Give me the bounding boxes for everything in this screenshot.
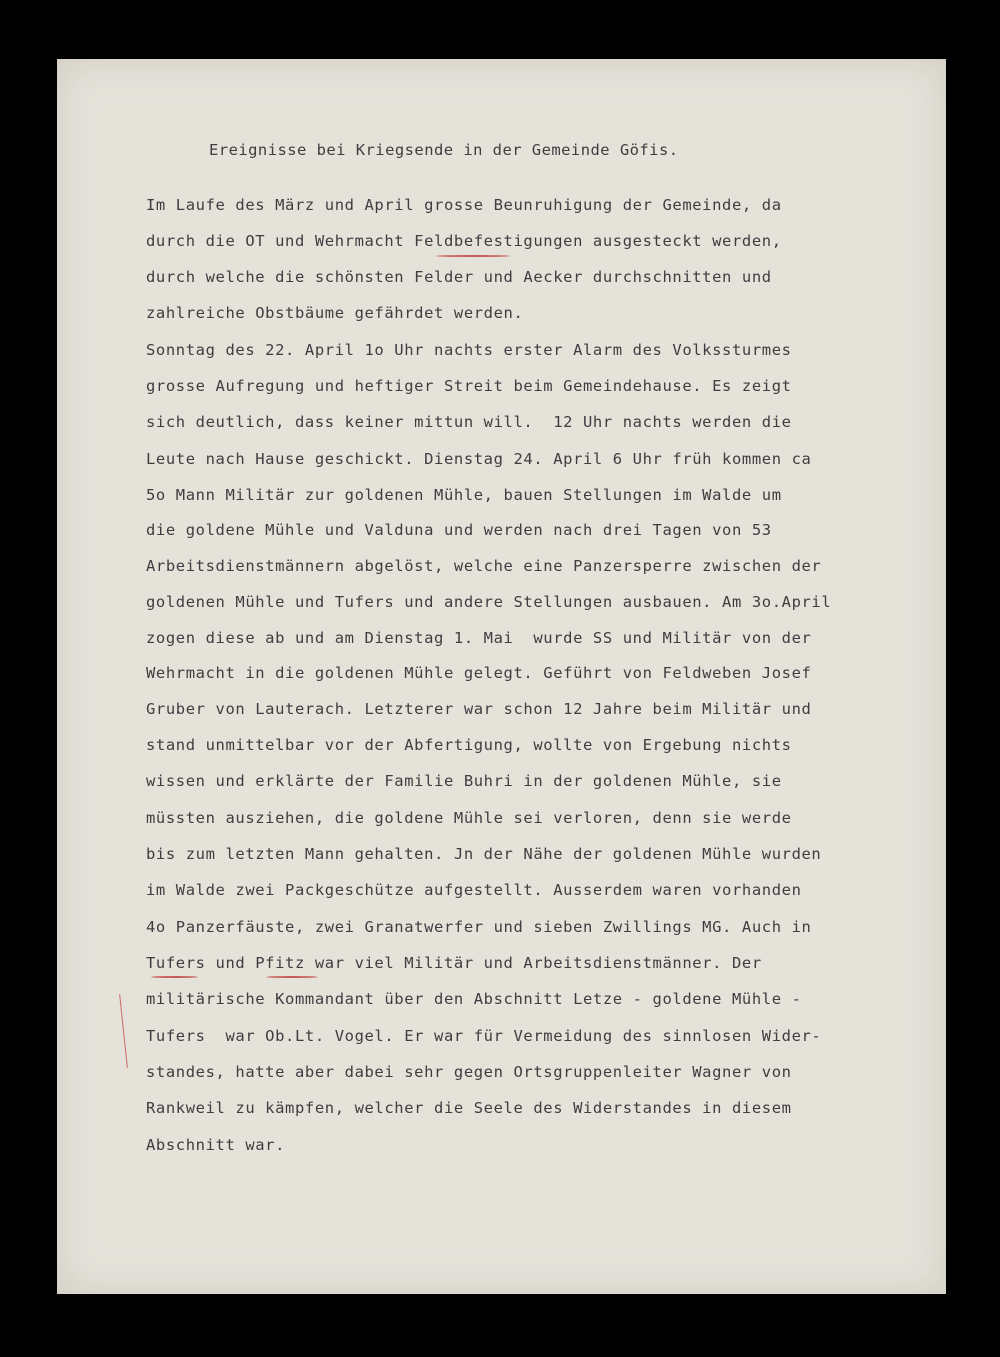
text-line-27: Abschnitt war. (146, 1136, 286, 1154)
red-underline-feldbefestigungen (436, 255, 510, 257)
text-line-9: 5o Mann Militär zur goldenen Mühle, bauen Stellungen im Walde um (146, 486, 782, 504)
text-line-17: wissen und erklärte der Familie Buhri in der goldenen Mühle, sie (146, 772, 782, 790)
text-line-25: standes, hatte aber dabei sehr gegen Ortsgruppenleiter Wagner von (146, 1063, 792, 1081)
text-line-13: zogen diese ab und am Dienstag 1. Mai wurde SS und Militär von der (146, 629, 812, 647)
text-line-22: Tufers und Pfitz war viel Militär und Arbeitsdienstmänner. Der (146, 954, 762, 972)
text-line-20: im Walde zwei Packgeschütze aufgestellt. Ausserdem waren vorhanden (146, 881, 802, 899)
text-line-11: Arbeitsdienstmännern abgelöst, welche eine Panzersperre zwischen der (146, 557, 822, 575)
red-underline-pfitz (266, 976, 318, 978)
text-line-19: bis zum letzten Mann gehalten. Jn der Nähe der goldenen Mühle wurden (146, 845, 822, 863)
text-line-5: Sonntag des 22. April 1o Uhr nachts erster Alarm des Volkssturmes (146, 341, 792, 359)
text-line-16: stand unmittelbar vor der Abfertigung, wollte von Ergebung nichts (146, 736, 792, 754)
text-line-21: 4o Panzerfäuste, zwei Granatwerfer und sieben Zwillings MG. Auch in (146, 918, 812, 936)
text-line-23: militärische Kommandant über den Abschnitt Letze - goldene Mühle - (146, 990, 802, 1008)
text-line-1: Im Laufe des März und April grosse Beunruhigung der Gemeinde, da (146, 196, 782, 214)
text-line-4: zahlreiche Obstbäume gefährdet werden. (146, 304, 524, 322)
text-line-18: müssten ausziehen, die goldene Mühle sei verloren, denn sie werde (146, 809, 792, 827)
red-underline-tufers (151, 976, 198, 978)
text-line-3: durch welche die schönsten Felder und Aecker durchschnitten und (146, 268, 772, 286)
text-line-14: Wehrmacht in die goldenen Mühle gelegt. Geführt von Feldweben Josef (146, 664, 812, 682)
text-line-2: durch die OT und Wehrmacht Feldbefestigungen ausgesteckt werden, (146, 232, 782, 250)
text-line-24: Tufers war Ob.Lt. Vogel. Er war für Vermeidung des sinnlosen Wider- (146, 1027, 822, 1045)
text-line-26: Rankweil zu kämpfen, welcher die Seele des Widerstandes in diesem (146, 1099, 792, 1117)
text-line-12: goldenen Mühle und Tufers und andere Stellungen ausbauen. Am 3o.April (146, 593, 832, 611)
text-line-8: Leute nach Hause geschickt. Dienstag 24. April 6 Uhr früh kommen ca (146, 450, 812, 468)
text-line-6: grosse Aufregung und heftiger Streit beim Gemeindehause. Es zeigt (146, 377, 792, 395)
text-line-15: Gruber von Lauterach. Letzterer war schon 12 Jahre beim Militär und (146, 700, 812, 718)
text-line-7: sich deutlich, dass keiner mittun will. 12 Uhr nachts werden die (146, 413, 792, 431)
text-line-10: die goldene Mühle und Valduna und werden nach drei Tagen von 53 (146, 521, 772, 539)
document-title: Ereignisse bei Kriegsende in der Gemeinde Göfis. (209, 141, 679, 159)
